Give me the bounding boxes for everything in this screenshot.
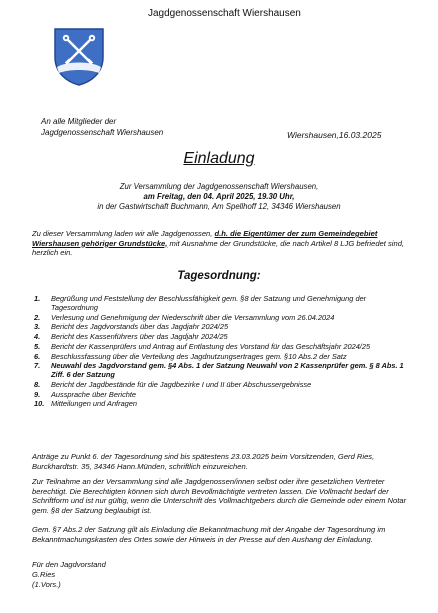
agenda-item-text: Bericht des Kassenführers über das Jagdjahr 2024/25 <box>51 332 228 342</box>
agenda-item-number: 1. <box>34 294 41 303</box>
agenda-item-number: 10. <box>34 399 45 409</box>
agenda-item-number: 7. <box>34 361 41 371</box>
agenda-item <box>34 380 414 389</box>
meeting-location: in der Gastwirtschaft Buchmann, Am Spellhoff 12, 34346 Wiershausen <box>97 202 341 211</box>
meeting-date-time: am Freitag, den 04. April 2025, 19.30 Uhr, <box>143 192 295 201</box>
agenda-item-text: Mitteilungen und Anfragen <box>51 399 138 409</box>
agenda-item-text: Bericht der Jagdbestände für die Jagdbezirke I und II über Abschussergebnisse <box>51 380 312 389</box>
intro-text-emphasis: d.h. die Eigentümer der zum Gemeindegebiet Wiershausen gehöriger Grundstücke, <box>32 229 378 248</box>
agenda-item <box>34 342 414 351</box>
agenda-item-number: 5. <box>34 341 41 351</box>
recipient-line-2: Jagdgenossenschaft Wiershausen <box>41 128 164 137</box>
agenda-item-number: 4. <box>34 332 41 342</box>
agenda-item-text: Neuwahl des Jagdvorstand gem. §4 Abs. 1 der Satzung Neuwahl von 2 Kassenprüfer gem. § 8 Abs. 1 Ziff. 6 der Satzung <box>51 361 404 380</box>
recipient-line-1: An alle Mitglieder der <box>41 117 117 126</box>
intro-paragraph <box>32 229 412 258</box>
signature-line-1: Für den Jagdvorstand <box>32 560 106 569</box>
agenda-item-text: Bericht des Jagdvorstands über das Jagdjahr 2024/25 <box>51 322 229 332</box>
coat-of-arms-icon <box>53 27 105 87</box>
agenda-item-text: Beschlussfassung über die Verteilung des Jagdnutzungsertrages gem. §10 Abs.2 der Satz <box>51 351 347 361</box>
agenda-item <box>34 399 414 408</box>
agenda-item <box>34 322 414 331</box>
agenda-item <box>34 313 414 322</box>
agenda-item <box>34 332 414 341</box>
agenda-item-number: 6. <box>34 351 41 361</box>
agenda-item <box>34 352 414 361</box>
participation-paragraph: Zur Teilnahme an der Versammlung sind alle Jagdgenossen/innen selbst oder ihre gesetzlichen Vertreter berechtigt. Die Berechtigten können sich durch Bevollmächtigte vertreten lassen. Die Vollmacht bedarf der Schriftform und ist nur gültig, wenn die Unterschrift des Vollmachtgebers durch die Gemeinde oder einem Notar gem. §8 der Satzung beglaubigt ist. <box>32 477 407 515</box>
signature-role: (1.Vors.) <box>32 580 61 589</box>
agenda-item <box>34 390 414 399</box>
motions-paragraph: Anträge zu Punkt 6. der Tagesordnung sind bis spätestens 23.03.2025 beim Vorsitzenden, Gerd Ries, Burckhardtstr. 35, 34346 Hann.Münden, schriftlich einzureichen. <box>32 452 375 471</box>
agenda-heading: Tagesordnung: <box>177 270 261 282</box>
notice-paragraph: Gem. §7 Abs.2 der Satzung gilt als Einladung die Bekanntmachung mit der Angabe der Tagesordnung im Bekanntmachungskasten des Ortes sowie der Hinweis in der Presse auf den Aushang der Einladung. <box>32 525 386 544</box>
organization-name: Jagdgenossenschaft Wiershausen <box>148 8 301 19</box>
agenda-item-number: 9. <box>34 389 41 399</box>
document-title: Einladung <box>183 150 255 167</box>
agenda-item-number: 2. <box>34 312 41 322</box>
meeting-line-1: Zur Versammlung der Jagdgenossenschaft Wiershausen, <box>119 182 319 191</box>
agenda-item-text: Verlesung und Genehmigung der Niederschrift über die Versammlung vom 26.04.2024 <box>51 312 335 322</box>
agenda-item-text: Aussprache über Berichte <box>51 389 137 399</box>
agenda-item-number: 8. <box>34 380 41 389</box>
intro-text-2: mit Ausnahme der Grundstücke, die nach Artikel 8 LJG befriedet sind, herzlich ein. <box>32 238 405 258</box>
agenda-item-text: Bericht der Kassenprüfers und Antrag auf Entlastung des Vorstand für das Geschäftsjahr 2024/25 <box>51 341 371 351</box>
meeting-details <box>0 182 438 212</box>
agenda-item <box>34 361 414 379</box>
agenda-item <box>34 294 414 312</box>
intro-text-1: Zu dieser Versammlung laden wir alle Jagdgenossen, <box>32 229 215 238</box>
agenda-item-number: 3. <box>34 322 41 332</box>
place-date: Wiershausen,16.03.2025 <box>287 130 382 140</box>
agenda-item-text: Begrüßung und Feststellung der Beschlussfähigkeit gem. §8 der Satzung und Genehmigung der Tagesordnung <box>51 294 367 313</box>
signature-block <box>32 560 106 590</box>
agenda-list <box>34 294 414 409</box>
signature-name: G.Ries <box>32 570 56 579</box>
recipient-block <box>41 116 163 138</box>
